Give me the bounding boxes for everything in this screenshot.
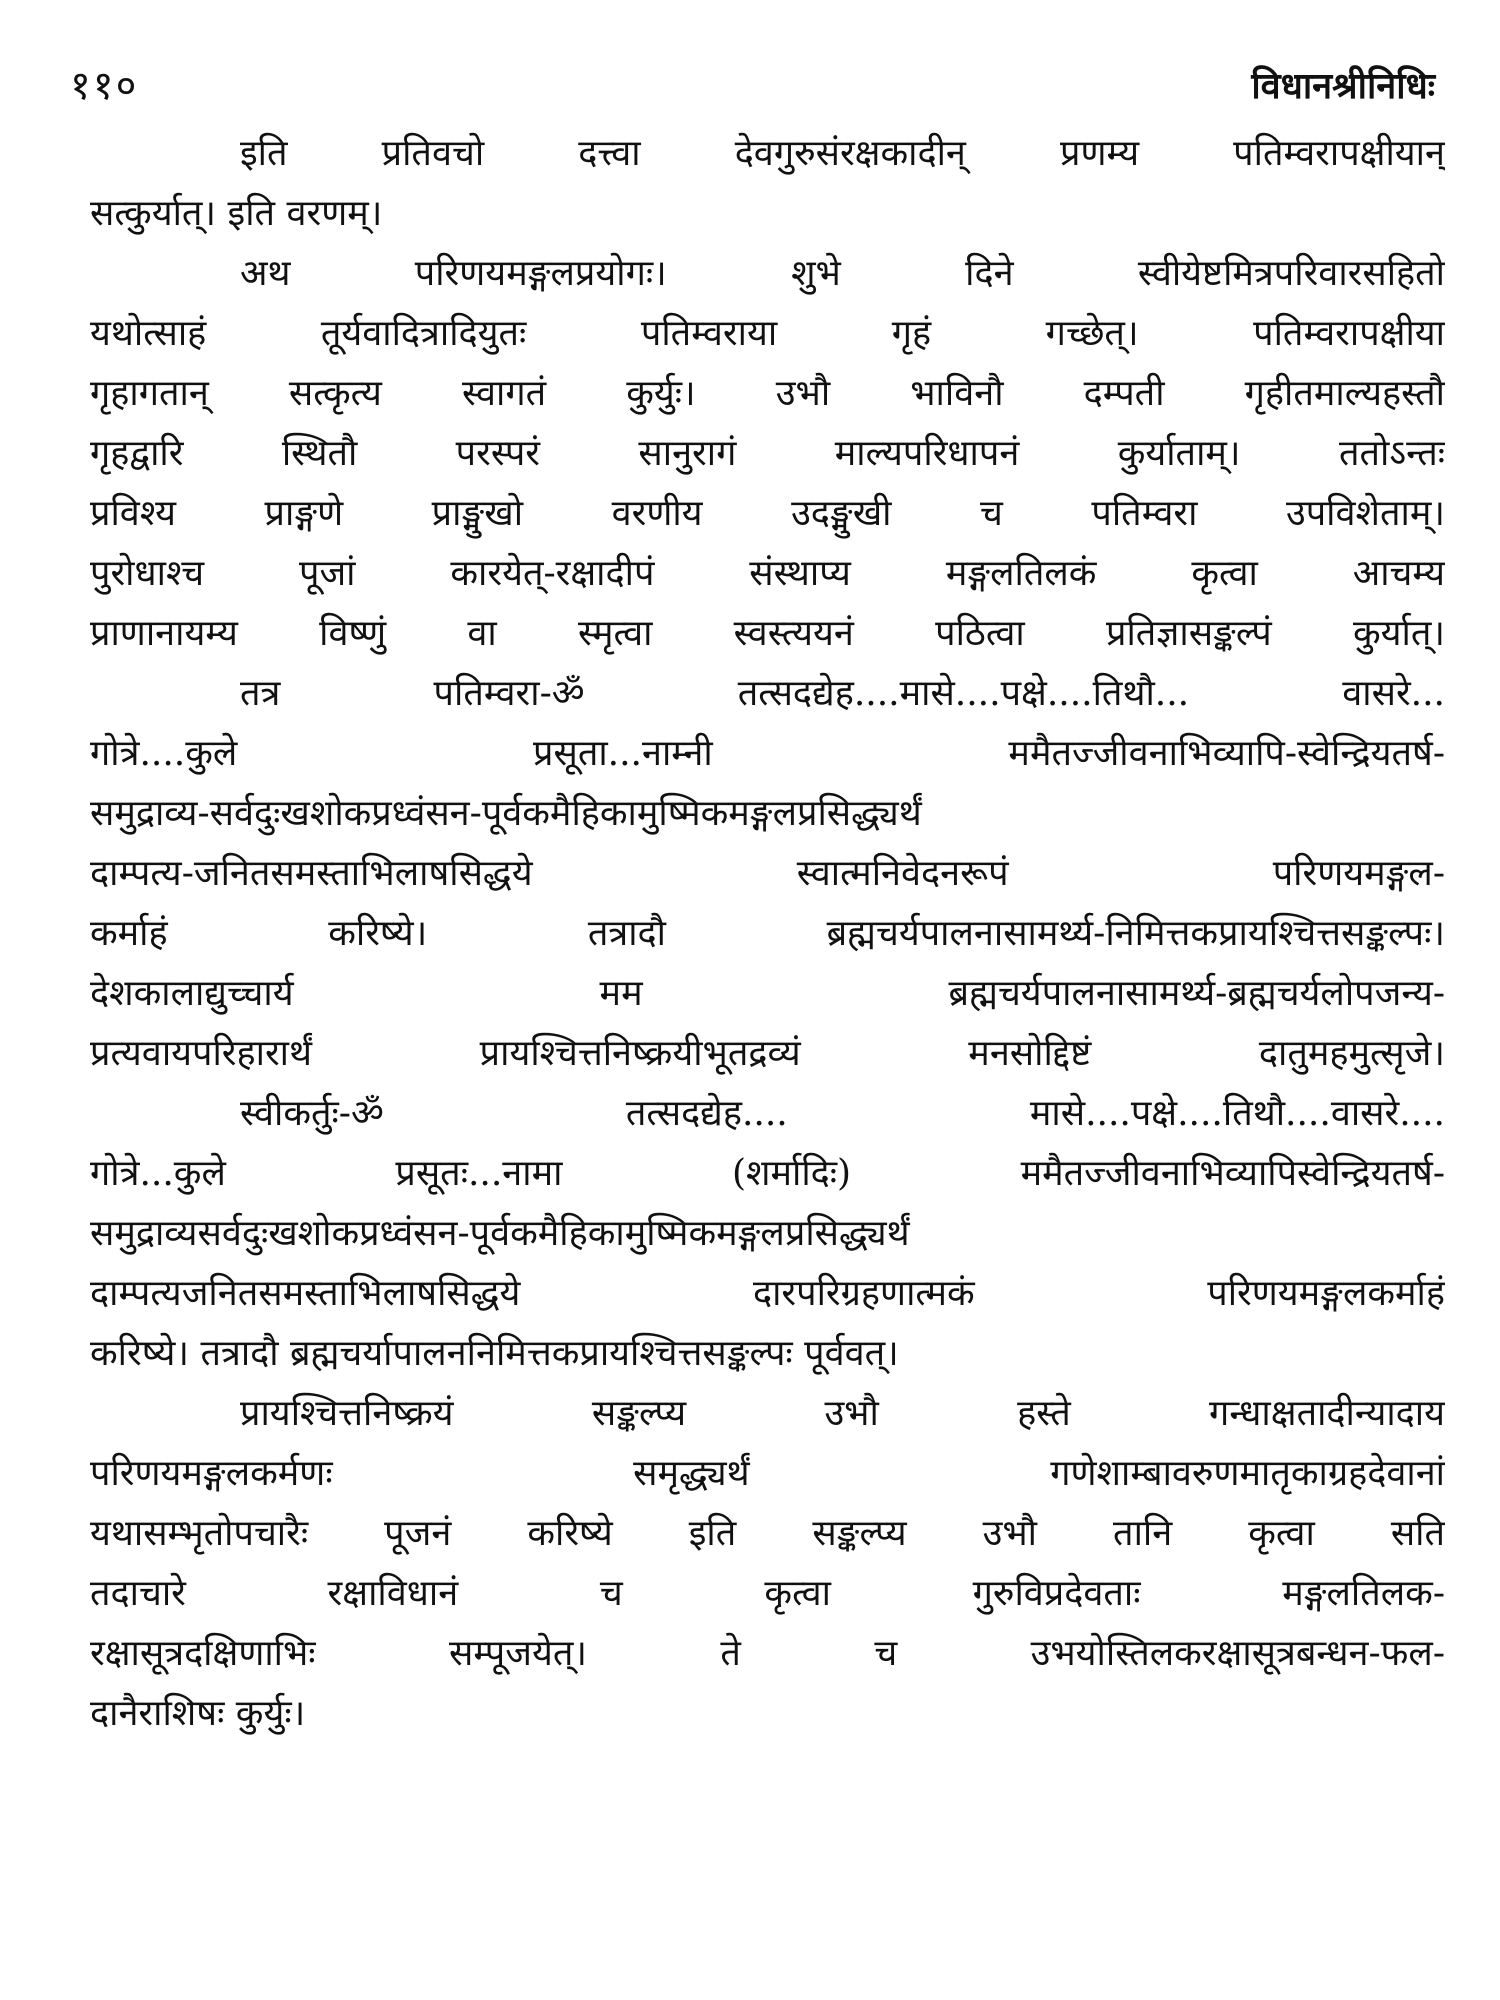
running-header — [70, 56, 1435, 116]
text-line: गोत्रे...कुले प्रसूतः...नामा (शर्मादिः) ममैतज्जीवनाभिव्यापिस्वेन्द्रियतर्ष- — [90, 1153, 1445, 1194]
text-line: देशकालाद्युच्चार्य मम ब्रह्मचर्यपालनासामर्थ्य-ब्रह्मचर्यलोपजन्य- — [90, 973, 1445, 1014]
page-number: ११० — [70, 63, 139, 109]
text-line: स्वीकर्तुः-ॐ तत्सदद्येह.... मासे....पक्षे....तिथौ....वासरे.... — [240, 1093, 1445, 1134]
text-line: इति प्रतिवचो दत्त्वा देवगुरुसंरक्षकादीन् प्रणम्य पतिम्वरापक्षीयान् — [240, 133, 1445, 174]
text-line: अथ परिणयमङ्गलप्रयोगः। शुभे दिने स्वीयेष्टमित्रपरिवारसहितो — [240, 253, 1445, 294]
text-line: रक्षासूत्रदक्षिणाभिः सम्पूजयेत्। ते च उभयोस्तिलकरक्षासूत्रबन्धन-फल- — [90, 1633, 1445, 1674]
text-line: गृहागतान् सत्कृत्य स्वागतं कुर्युः। उभौ भाविनौ दम्पती गृहीतमाल्यहस्तौ — [90, 373, 1445, 414]
text-line: यथोत्साहं तूर्यवादित्रादियुतः पतिम्वराया गृहं गच्छेत्। पतिम्वरापक्षीया — [90, 313, 1445, 354]
text-line: पुरोधाश्च पूजां कारयेत्-रक्षादीपं संस्थाप्य मङ्गलतिलकं कृत्वा आचम्य — [90, 553, 1445, 594]
text-line: प्रत्यवायपरिहारार्थं प्रायश्चित्तनिष्क्रयीभूतद्रव्यं मनसोद्दिष्टं दातुमहमुत्सृजे। — [90, 1033, 1445, 1074]
text-line: प्राणानायम्य विष्णुं वा स्मृत्वा स्वस्त्ययनं पठित्वा प्रतिज्ञासङ्कल्पं कुर्यात्। — [90, 613, 1445, 654]
text-line: गृहद्वारि स्थितौ परस्परं सानुरागं माल्यपरिधापनं कुर्याताम्। ततोऽन्तः — [90, 433, 1445, 474]
text-line: करिष्ये। तत्रादौ ब्रह्मचर्यापालननिमित्तकप्रायश्चित्तसङ्कल्पः पूर्ववत्। — [90, 1333, 899, 1374]
text-line: तदाचारे रक्षाविधानं च कृत्वा गुरुविप्रदेवताः मङ्गलतिलक- — [90, 1573, 1445, 1614]
text-line: प्रायश्चित्तनिष्क्रयं सङ्कल्प्य उभौ हस्ते गन्धाक्षतादीन्यादाय — [240, 1393, 1445, 1434]
body-text — [90, 124, 1445, 1744]
text-line: परिणयमङ्गलकर्मणः समृद्ध्यर्थं गणेशाम्बावरुणमातृकाग्रहदेवानां — [90, 1453, 1445, 1494]
text-line: गोत्रे....कुले प्रसूता...नाम्नी ममैतज्जीवनाभिव्यापि-स्वेन्द्रियतर्ष- — [90, 733, 1445, 774]
text-line: दाम्पत्य-जनितसमस्ताभिलाषसिद्धये स्वात्मनिवेदनरूपं परिणयमङ्गल- — [90, 853, 1445, 894]
text-line: समुद्राव्य-सर्वदुःखशोकप्रध्वंसन-पूर्वकमैहिकामुष्मिकमङ्गलप्रसिद्ध्यर्थं — [90, 793, 922, 834]
text-line: तत्र पतिम्वरा-ॐ तत्सदद्येह....मासे....पक्षे....तिथौ... वासरे... — [240, 673, 1445, 714]
text-line: यथासम्भृतोपचारैः पूजनं करिष्ये इति सङ्कल्प्य उभौ तानि कृत्वा सति — [90, 1513, 1445, 1554]
text-line: सत्कुर्यात्। इति वरणम्। — [90, 193, 383, 234]
book-title: विधानश्रीनिधिः — [1251, 65, 1435, 107]
text-line: कर्माहं करिष्ये। तत्रादौ ब्रह्मचर्यपालनासामर्थ्य-निमित्तकप्रायश्चित्तसङ्कल्पः। — [90, 913, 1445, 954]
text-line: प्रविश्य प्राङ्गणे प्राङ्मुखो वरणीय उदङ्मुखी च पतिम्वरा उपविशेताम्। — [90, 493, 1445, 534]
text-line: दाम्पत्यजनितसमस्ताभिलाषसिद्धये दारपरिग्रहणात्मकं परिणयमङ्गलकर्माहं — [90, 1273, 1445, 1314]
text-line: समुद्राव्यसर्वदुःखशोकप्रध्वंसन-पूर्वकमैहिकामुष्मिकमङ्गलप्रसिद्ध्यर्थं — [90, 1213, 910, 1254]
text-line: दानैराशिषः कुर्युः। — [90, 1693, 306, 1734]
